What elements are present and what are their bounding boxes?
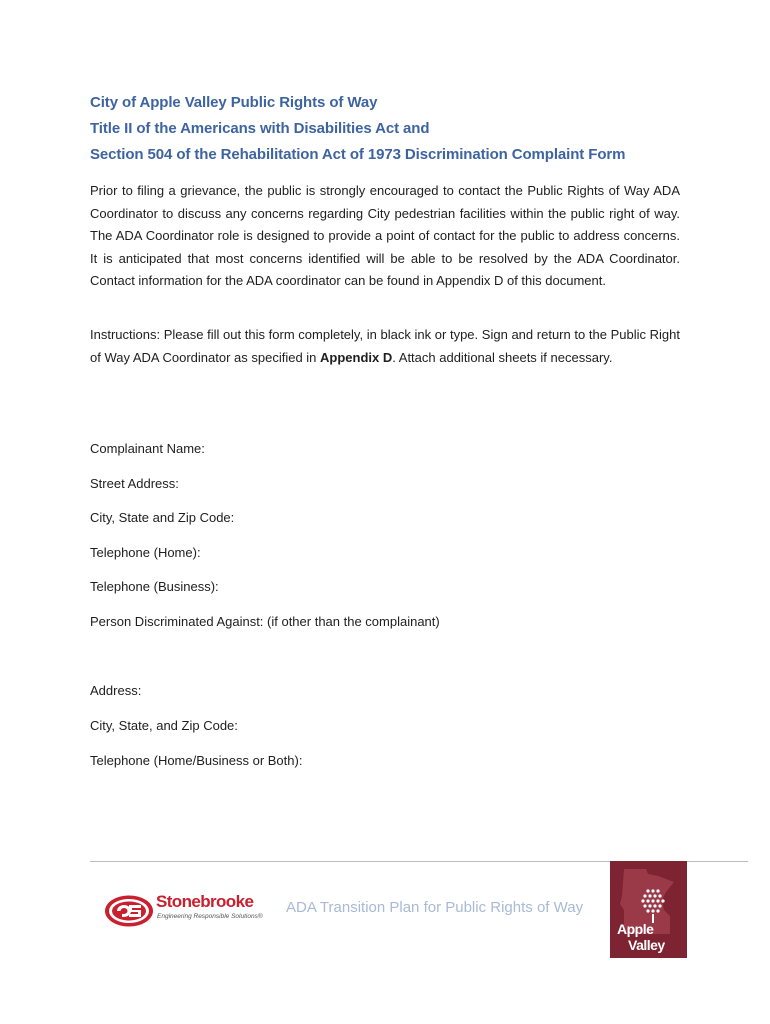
title-line-2: Title II of the Americans with Disabilities Act and [90, 120, 430, 137]
city-state-zip-2-label: City, State, and Zip Code: [90, 718, 238, 733]
telephone-business-label: Telephone (Business): [90, 579, 219, 594]
stonebrooke-logo [104, 894, 264, 928]
complainant-name-label: Complainant Name: [90, 441, 205, 456]
apple-valley-word-2: Valley [628, 937, 665, 953]
telephone-both-label: Telephone (Home/Business or Both): [90, 753, 303, 768]
street-address-label: Street Address: [90, 476, 179, 491]
footer-title: ADA Transition Plan for Public Rights of Way [286, 899, 584, 916]
title-line-3: Section 504 of the Rehabilitation Act of 1973 Discrimination Complaint Form [90, 146, 626, 163]
address-label: Address: [90, 683, 142, 698]
instructions-paragraph [90, 324, 680, 369]
stonebrooke-tagline: Engineering Responsible Solutions® [157, 913, 263, 920]
intro-text: Prior to filing a grievance, the public is strongly encouraged to contact the Public Rights of Way ADA Coordinator to discuss any concerns regarding City pedestrian facilities within the public right of way. The ADA Coordinator role is designed to provide a point of contact for the public to address concerns. It is anticipated that most concerns identified will be able to be resolved by the ADA Coordinator. Contact information for the ADA coordinator can be found in Appendix D of this document. [90, 183, 680, 288]
stonebrooke-emblem-icon [104, 894, 154, 928]
person-discriminated-label: Person Discriminated Against: (if other than the complainant) [90, 614, 440, 629]
stonebrooke-name: Stonebrooke [156, 892, 254, 911]
title-line-1: City of Apple Valley Public Rights of Way [90, 94, 378, 111]
apple-valley-word-1: Apple [617, 921, 654, 937]
instructions-text-after: . Attach additional sheets if necessary. [392, 349, 613, 365]
apple-valley-logo [610, 861, 687, 958]
city-state-zip-label: City, State and Zip Code: [90, 510, 235, 525]
telephone-home-label: Telephone (Home): [90, 545, 201, 560]
instructions-text-before: Instructions: Please fill out this form completely, in black ink or type. Sign and return to the Public Right of Way ADA Coordinator as specified in [90, 327, 680, 365]
instructions-text [90, 324, 680, 369]
intro-paragraph [90, 180, 680, 293]
appendix-reference: Appendix D [320, 349, 393, 365]
